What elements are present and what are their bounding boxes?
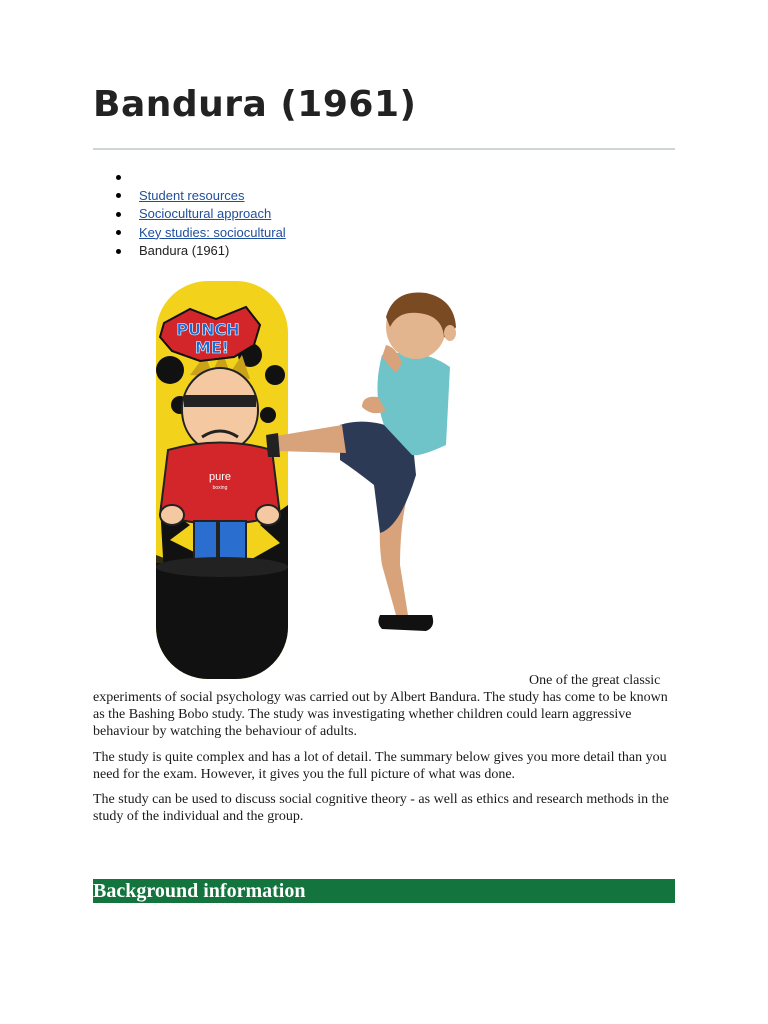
detail-paragraph: The study is quite complex and has a lot of detail. The summary below gives you more detail than you need for the exam. However, it gives you the full picture of what was done.: [93, 750, 667, 782]
breadcrumb-item-key-studies[interactable]: [93, 224, 286, 243]
breadcrumb-item-empty: [93, 168, 286, 187]
sociocultural-approach-link[interactable]: Sociocultural approach: [139, 206, 272, 221]
punch-sign-line2: ME!: [194, 338, 230, 357]
breadcrumb-current-label: Bandura (1961): [139, 243, 230, 258]
bobo-doll-image: [150, 275, 480, 680]
breadcrumb-item-student-resources[interactable]: [93, 187, 286, 206]
punch-sign-line1: PUNCH: [176, 320, 240, 339]
page-title: Bandura (1961): [93, 84, 417, 125]
breadcrumb: [93, 168, 286, 261]
section-heading-background: Background information: [93, 879, 675, 903]
intro-paragraph: One of the great classic experiments of social psychology was carried out by Albert Bandura. The study has come to be known as the Bashing Bobo study. The study was investigating whether children could learn aggressive behaviour by watching the behaviour of adults.: [93, 673, 668, 739]
kicking-boy: [266, 293, 456, 632]
breadcrumb-item-sociocultural-approach[interactable]: [93, 205, 286, 224]
usage-paragraph: The study can be used to discuss social cognitive theory - as well as ethics and research methods in the study of the individual and the group.: [93, 792, 669, 824]
student-resources-link[interactable]: Student resources: [139, 187, 245, 203]
brand-label: pure: [208, 471, 232, 483]
breadcrumb-item-current: [93, 242, 286, 261]
title-divider: [93, 148, 675, 150]
key-studies-link[interactable]: Key studies: sociocultural: [139, 224, 286, 240]
brand-sub-label: boxing: [212, 485, 228, 491]
